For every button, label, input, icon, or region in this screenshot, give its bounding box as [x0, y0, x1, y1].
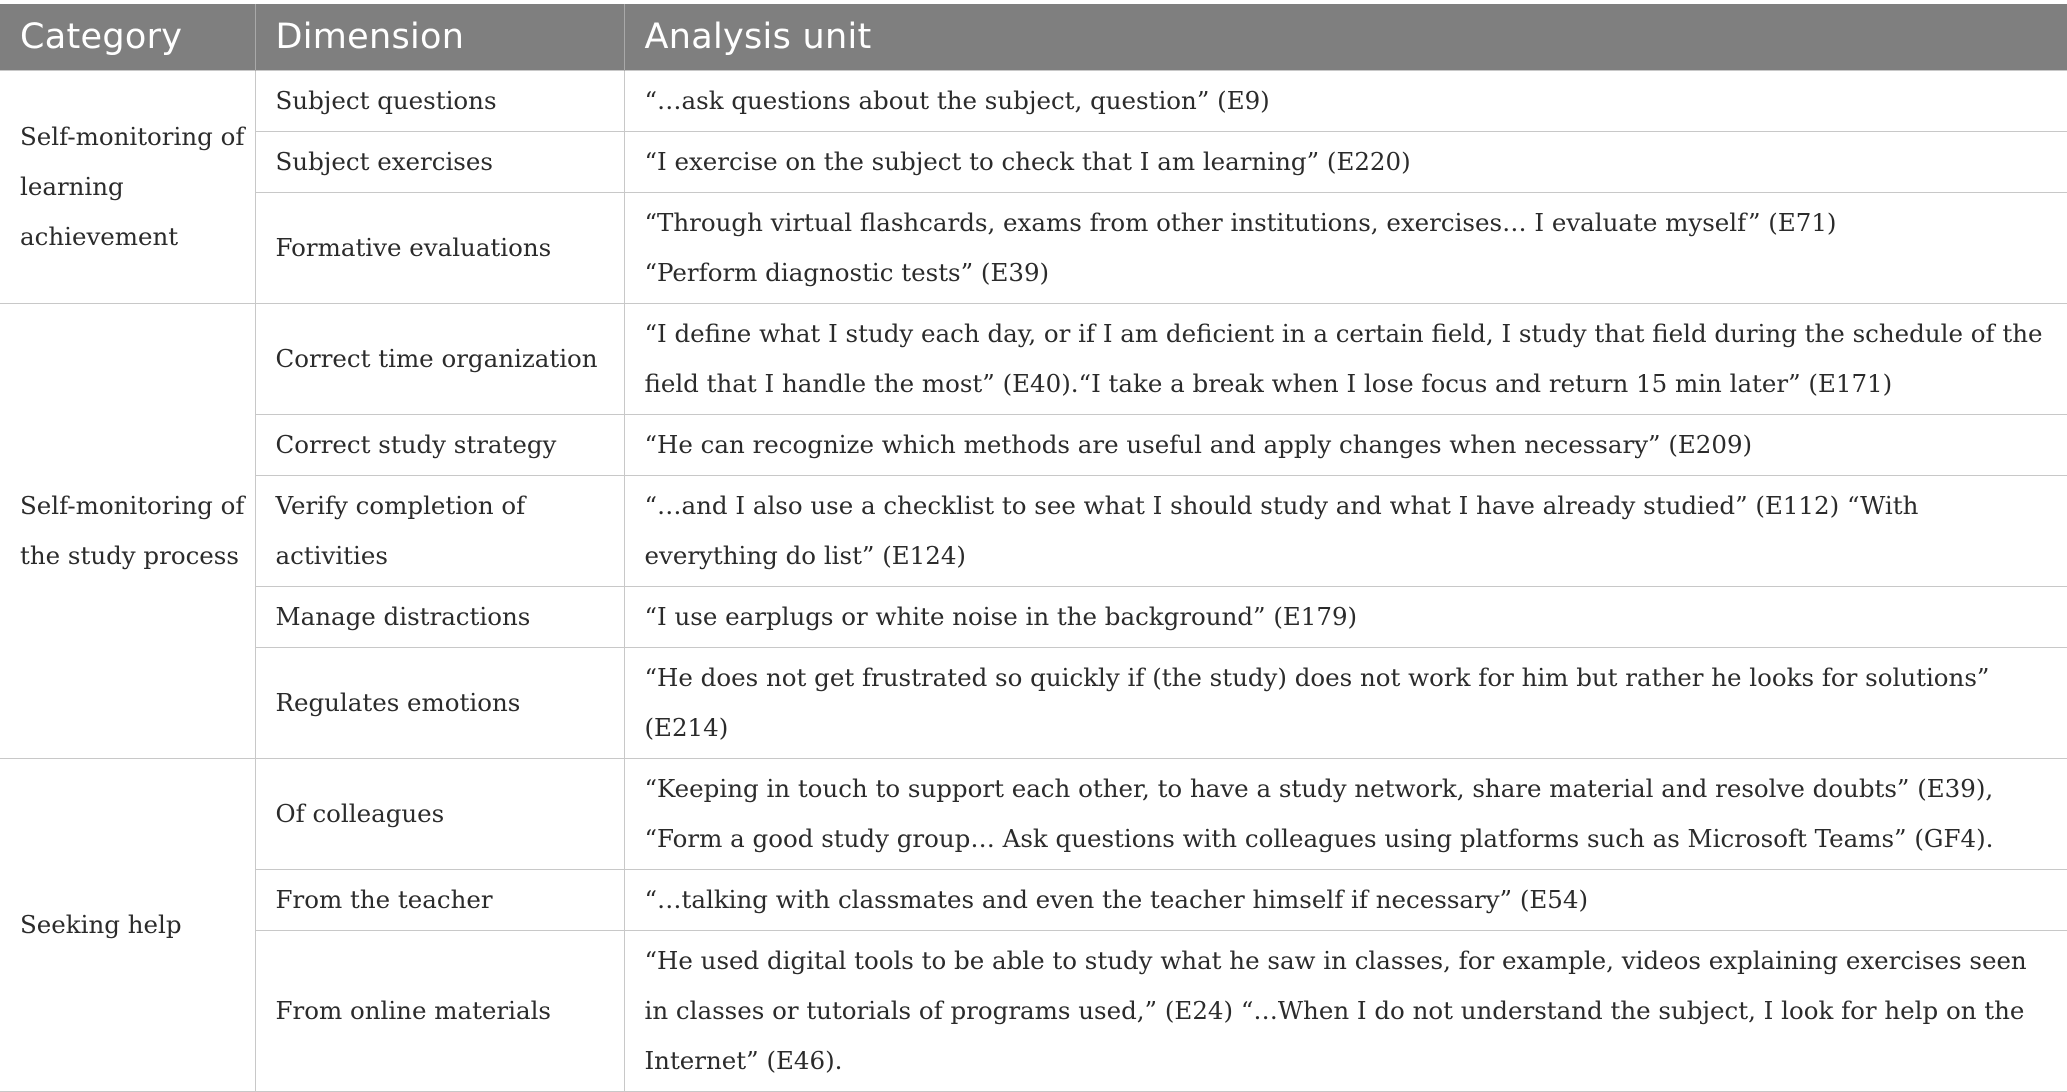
header-category: Category: [0, 4, 255, 71]
analysis-unit-cell: “He used digital tools to be able to study what he saw in classes, for example, videos explaining exercises seen in classes or tutorials of programs used,” (E24) “…When I do not understand the subject, I look for help on the Internet” (E46).: [624, 931, 2067, 1092]
analysis-unit-cell: “…talking with classmates and even the teacher himself if necessary” (E54): [624, 870, 2067, 931]
dimension-cell: Subject exercises: [255, 132, 624, 193]
analysis-unit-cell: “…and I also use a checklist to see what I should study and what I have already studied” (E112) “With everything do list” (E124): [624, 476, 2067, 587]
analysis-unit-cell: “…ask questions about the subject, question” (E9): [624, 71, 2067, 132]
dimension-cell: Correct time organization: [255, 304, 624, 415]
table-body: [0, 71, 2067, 1092]
analysis-table-container: [0, 4, 2067, 1092]
analysis-unit-cell: “I use earplugs or white noise in the background” (E179): [624, 587, 2067, 648]
analysis-unit-cell: “He can recognize which methods are useful and apply changes when necessary” (E209): [624, 415, 2067, 476]
table-row: [0, 304, 2067, 415]
table-row: [0, 648, 2067, 759]
dimension-cell: From online materials: [255, 931, 624, 1092]
dimension-cell: Subject questions: [255, 71, 624, 132]
table-row: [0, 132, 2067, 193]
dimension-cell: Formative evaluations: [255, 193, 624, 304]
dimension-cell: Manage distractions: [255, 587, 624, 648]
header-row: [0, 4, 2067, 71]
category-cell: Seeking help: [0, 759, 255, 1092]
dimension-cell: Of colleagues: [255, 759, 624, 870]
table-row: [0, 759, 2067, 870]
dimension-cell: Correct study strategy: [255, 415, 624, 476]
analysis-unit-line: “Perform diagnostic tests” (E39): [644, 258, 1050, 287]
header-dimension: Dimension: [255, 4, 624, 71]
header-analysis-unit: Analysis unit: [624, 4, 2067, 71]
category-cell: Self-monitoring of learning achievement: [0, 71, 255, 304]
analysis-unit-cell: [624, 193, 2067, 304]
analysis-unit-cell: “Keeping in touch to support each other, to have a study network, share material and resolve doubts” (E39), “Form a good study group… Ask questions with colleagues using platforms such as Microsoft Teams” (GF4).: [624, 759, 2067, 870]
category-cell: Self-monitoring of the study process: [0, 304, 255, 759]
analysis-table: [0, 4, 2067, 1092]
table-row: [0, 415, 2067, 476]
dimension-cell: Verify completion of activities: [255, 476, 624, 587]
dimension-cell: Regulates emotions: [255, 648, 624, 759]
table-row: [0, 476, 2067, 587]
table-row: [0, 870, 2067, 931]
analysis-unit-cell: “He does not get frustrated so quickly if (the study) does not work for him but rather he looks for solutions” (E214): [624, 648, 2067, 759]
table-header: [0, 4, 2067, 71]
table-row: [0, 193, 2067, 304]
analysis-unit-line: “Through virtual flashcards, exams from other institutions, exercises… I evaluate myself” (E71): [644, 208, 1837, 237]
analysis-unit-cell: “I exercise on the subject to check that I am learning” (E220): [624, 132, 2067, 193]
table-row: [0, 71, 2067, 132]
table-row: [0, 587, 2067, 648]
analysis-unit-cell: “I define what I study each day, or if I am deficient in a certain field, I study that field during the schedule of the field that I handle the most” (E40).“I take a break when I lose focus and return 15 min later” (E171): [624, 304, 2067, 415]
table-row: [0, 931, 2067, 1092]
dimension-cell: From the teacher: [255, 870, 624, 931]
